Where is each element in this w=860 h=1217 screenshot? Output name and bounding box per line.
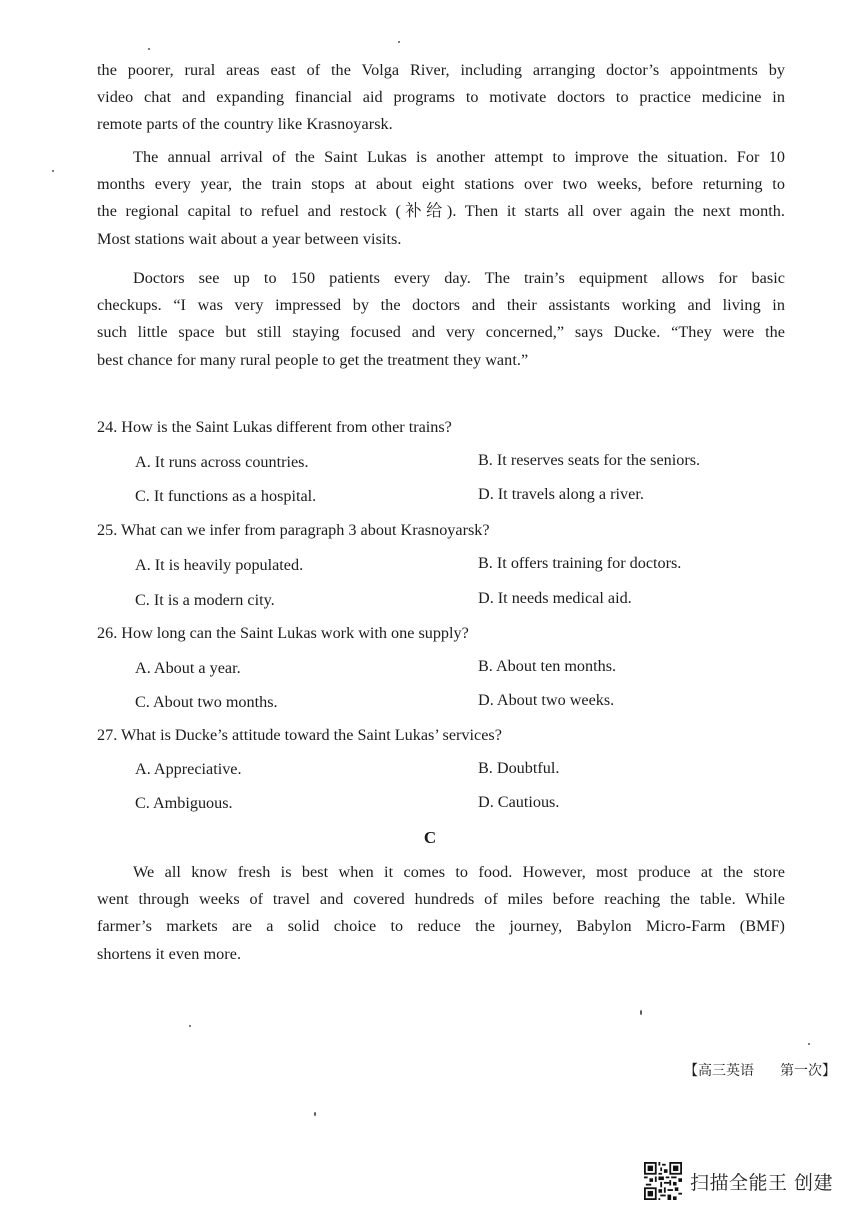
paragraph-3-line: such little space but still staying focused and very concerned,” says Ducke. “They were the <box>97 323 785 342</box>
question-27-option-c[interactable]: C. Ambiguous. <box>135 794 233 812</box>
scan-speck <box>52 170 54 172</box>
paragraph-1 <box>97 57 785 139</box>
question-26-option-b[interactable]: B. About ten months. <box>478 657 617 675</box>
question-27-stem: 27. What is Ducke’s attitude toward the Saint Lukas’ services? <box>97 726 502 744</box>
question-26-option-a[interactable]: A. About a year. <box>135 659 241 677</box>
paragraph-1-line: remote parts of the country like Krasnoyarsk. <box>97 115 393 134</box>
section-c-line: We all know fresh is best when it comes to food. However, most produce at the store <box>133 863 785 881</box>
page-footer-tag <box>684 1060 836 1080</box>
question-25-option-d[interactable]: D. It needs medical aid. <box>478 589 632 607</box>
paragraph-2 <box>97 144 785 253</box>
paragraph-1-line: video chat and expanding financial aid programs to motivate doctors to practice medicine in <box>97 88 785 107</box>
question-25-option-c[interactable]: C. It is a modern city. <box>135 591 275 609</box>
question-25-option-a[interactable]: A. It is heavily populated. <box>135 556 304 574</box>
footer-subject: 【高三英语 <box>684 1063 754 1079</box>
scanner-watermark <box>644 1162 833 1200</box>
section-c-line: farmer’s markets are a solid choice to reduce the journey, Babylon Micro-Farm (BMF) <box>97 917 785 936</box>
section-c-paragraph <box>97 859 785 968</box>
scan-speck <box>148 48 150 50</box>
question-24-option-b[interactable]: B. It reserves seats for the seniors. <box>478 451 701 469</box>
question-24-option-c[interactable]: C. It functions as a hospital. <box>135 487 317 505</box>
paragraph-2-line: Most stations wait about a year between visits. <box>97 229 402 248</box>
question-27-option-d[interactable]: D. Cautious. <box>478 793 560 811</box>
footer-exam: 第一次】 <box>780 1063 836 1079</box>
question-24-stem: 24. How is the Saint Lukas different from other trains? <box>97 418 452 436</box>
scan-speck <box>314 1112 316 1116</box>
question-27-option-a[interactable]: A. Appreciative. <box>135 760 242 778</box>
paragraph-3-line: best chance for many rural people to get the treatment they want.” <box>97 350 529 369</box>
question-25-stem: 25. What can we infer from paragraph 3 about Krasnoyarsk? <box>97 521 490 539</box>
paragraph-1-line: the poorer, rural areas east of the Volga River, including arranging doctor’s appointments by <box>97 61 785 79</box>
section-c-line: shortens it even more. <box>97 944 242 963</box>
scan-speck <box>189 1025 191 1027</box>
paragraph-3-line: Doctors see up to 150 patients every day. The train’s equipment allows for basic <box>133 269 785 287</box>
question-25-option-b[interactable]: B. It offers training for doctors. <box>478 554 682 572</box>
paragraph-2-line: months every year, the train stops at about eight stations over two weeks, before returning to <box>97 175 785 194</box>
question-26-stem: 26. How long can the Saint Lukas work with one supply? <box>97 624 469 642</box>
paragraph-2-line: the regional capital to refuel and restock (补给). Then it starts all over again the next month. <box>97 202 785 221</box>
watermark-label: 扫描全能王 创建 <box>690 1171 834 1194</box>
paragraph-2-line: The annual arrival of the Saint Lukas is another attempt to improve the situation. For 10 <box>133 148 785 166</box>
scan-speck <box>398 41 400 43</box>
question-24-option-a[interactable]: A. It runs across countries. <box>135 453 309 471</box>
qr-code-icon <box>644 1162 682 1200</box>
paragraph-3-line: checkups. “I was very impressed by the doctors and their assistants working and living in <box>97 296 785 315</box>
scan-speck <box>640 1010 642 1015</box>
scan-speck <box>808 1043 810 1045</box>
section-c-line: went through weeks of travel and covered hundreds of miles before reaching the table. While <box>97 890 785 909</box>
question-26-option-c[interactable]: C. About two months. <box>135 693 278 711</box>
question-26-option-d[interactable]: D. About two weeks. <box>478 691 615 709</box>
question-27-option-b[interactable]: B. Doubtful. <box>478 759 560 777</box>
paragraph-3 <box>97 265 785 374</box>
question-24-option-d[interactable]: D. It travels along a river. <box>478 485 644 503</box>
section-heading: C <box>423 828 437 847</box>
